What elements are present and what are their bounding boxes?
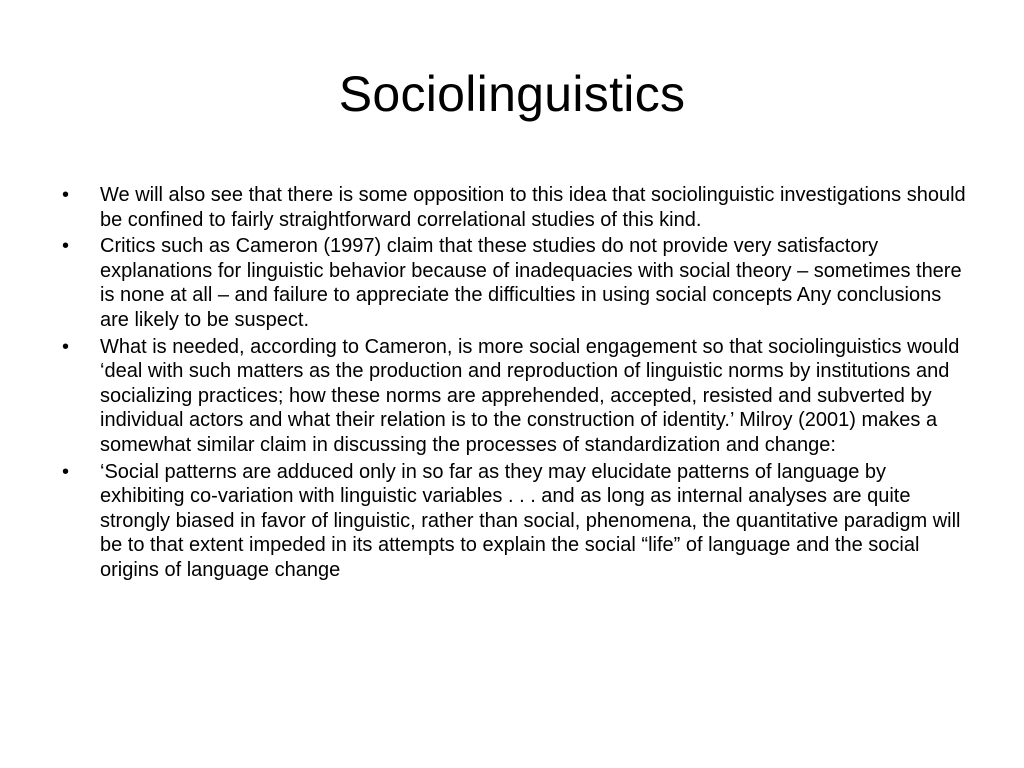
bullet-marker: • [62,335,70,358]
bullet-item [62,335,970,458]
bullet-marker: • [62,184,70,206]
bullet-marker: • [62,460,70,483]
bullet-text: Critics such as Cameron (1997) claim that these studies do not provide very satisfactory explanations for linguistic behavior because of inadequacies with social theory – sometimes there is none at all – and failure to appreciate the difficulties in using social concepts Any conclusions are likely to be suspect. [100,235,962,331]
bullet-text: We will also see that there is some opposition to this idea that sociolinguistic investigations should be confined to fairly straightforward correlational studies of this kind. [100,184,966,231]
bullet-list [62,183,970,585]
bullet-text: ‘Social patterns are adduced only in so far as they may elucidate patterns of language by exhibiting co-variation with linguistic variables . . . and as long as internal analyses are quite strongly biased in favor of linguistic, rather than social, phenomena, the quantitative paradigm will be to that extent impeded in its attempts to explain the social “life” of language and the social origins of language change [100,460,961,581]
bullet-marker: • [62,235,70,258]
bullet-text: What is needed, according to Cameron, is more social engagement so that sociolinguistics would ‘deal with such matters as the production and reproduction of linguistic norms by institutions and socializing practices; how these norms are apprehended, accepted, resisted and subverted by individual actors and what their relation is to the construction of identity.’ Milroy (2001) makes a somewhat similar claim in discussing the processes of standardization and change: [100,335,960,456]
bullet-item [62,460,970,583]
bullet-item [62,183,970,232]
bullet-item [62,234,970,332]
slide-title: Sociolinguistics [338,66,686,122]
